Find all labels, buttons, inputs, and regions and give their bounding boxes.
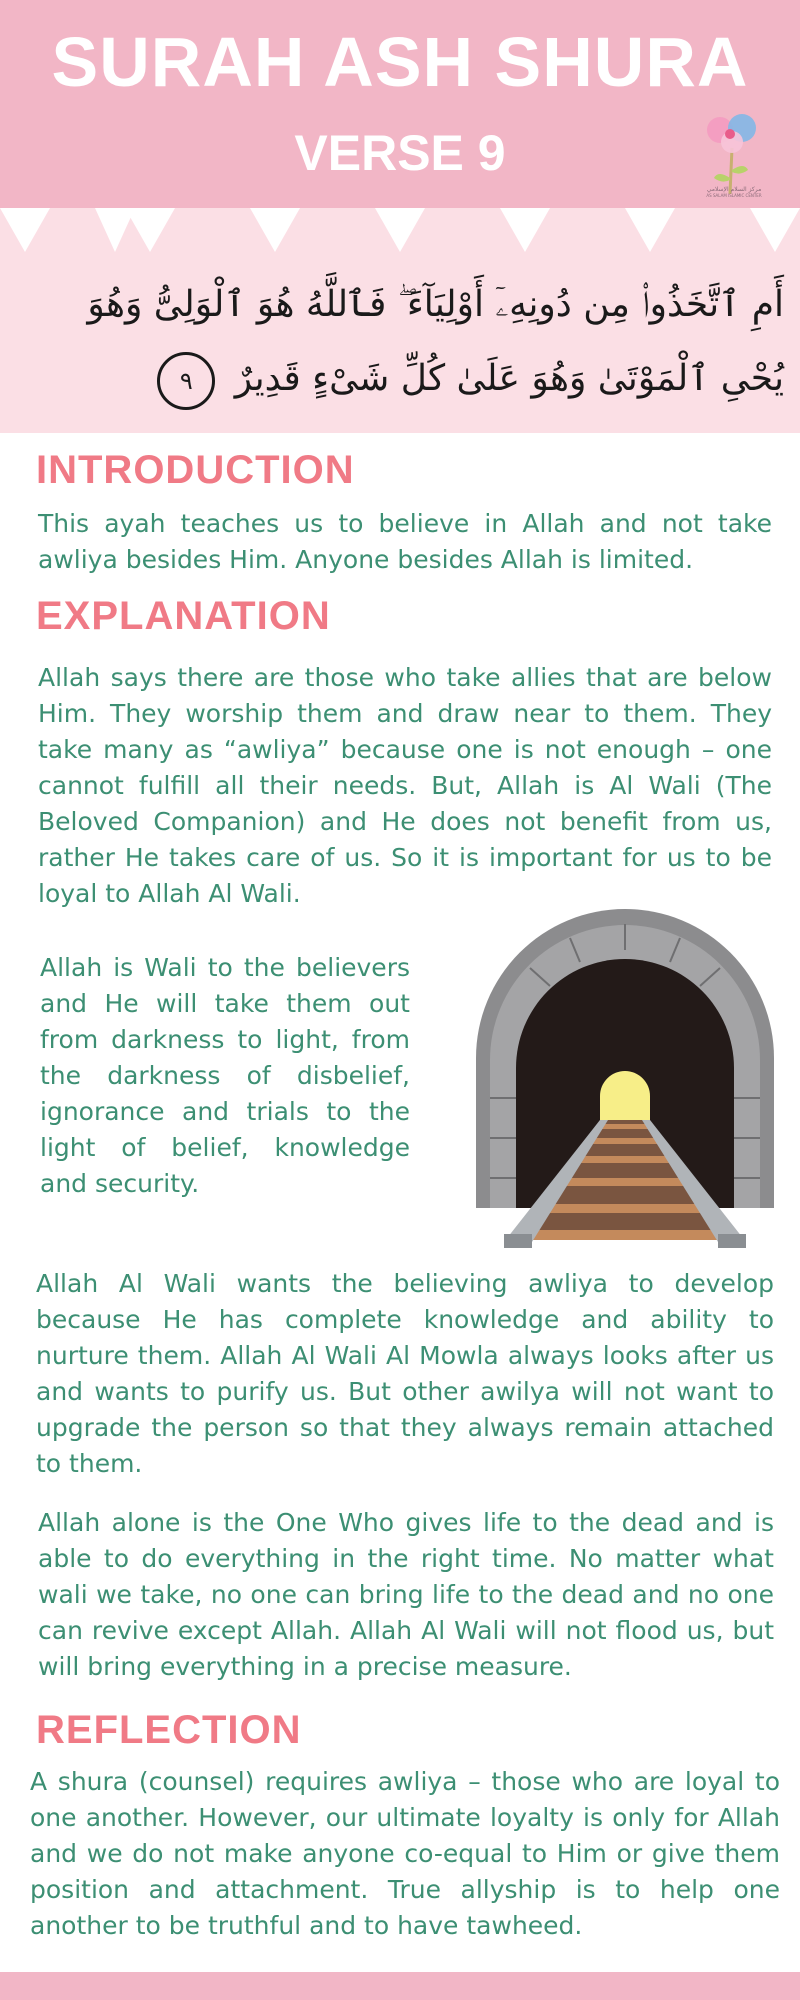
reflection-heading: REFLECTION — [36, 1708, 302, 1752]
header-banner — [0, 0, 800, 208]
ayah-number-badge: ٩ — [157, 352, 215, 410]
reflection-text: A shura (counsel) requires awliya – those who are loyal to one another. However, our ultimate loyalty is only for Allah and we do not make anyone co-equal to Him or give them position and attachment. True allyship is to help one another to be truthful and to have tawheed. — [30, 1767, 780, 1940]
zigzag-divider — [0, 208, 800, 256]
explanation-paragraph-3: Allah Al Wali wants the believing awliya to develop because He has complete knowledge and ability to nurture them. Allah Al Wali Al Mowla always looks after us and wants to purify us. But other awilya will not want to upgrade the person so that they always remain attached to them. — [36, 1269, 774, 1478]
verse-subtitle: VERSE 9 — [294, 125, 506, 181]
arabic-verse — [16, 268, 784, 416]
logo-text: مركز السلام الإسلامي AS SALAM ISLAMIC CENTER — [706, 186, 762, 198]
explanation-heading: EXPLANATION — [36, 594, 331, 638]
introduction-heading: INTRODUCTION — [36, 448, 355, 492]
tunnel-illustration — [470, 908, 780, 1248]
footer-strip — [0, 1972, 800, 2000]
explanation-paragraph-4: Allah alone is the One Who gives life to the dead and is able to do everything in the right time. No matter what wali we take, no one can bring life to the dead and no one can revive except Allah. Allah Al Wali will not flood us, but will bring everything in a precise measure. — [38, 1508, 774, 1681]
explanation-paragraph-1: Allah says there are those who take allies that are below Him. They worship them and draw near to them. They take many as “awliya” because one is not enough – one cannot fulfill all their needs. But, Allah is Al Wali (The Beloved Companion) and He does not benefit from us, rather He takes care of us. So it is important for us to be loyal to Allah Al Wali. — [38, 663, 772, 908]
page-title: SURAH ASH SHURA — [51, 23, 749, 101]
explanation-paragraph-2: Allah is Wali to the believers and He will take them out from darkness to light, from the darkness of disbelief, ignorance and trials to the light of belief, knowledge and security. — [40, 953, 410, 1198]
introduction-text: This ayah teaches us to believe in Allah and not take awliya besides Him. Anyone besides Allah is limited. — [38, 509, 772, 574]
arabic-verse-text: أَمِ ٱتَّخَذُوا۟ مِن دُونِهِۦٓ أَوْلِيَآءَ ۖ فَٱللَّهُ هُوَ ٱلْوَلِىُّ وَهُوَ يُحْىِ ٱلْمَوْتَىٰ وَهُوَ عَلَىٰ كُلِّ شَىْءٍ قَدِيرٌ — [87, 284, 784, 399]
